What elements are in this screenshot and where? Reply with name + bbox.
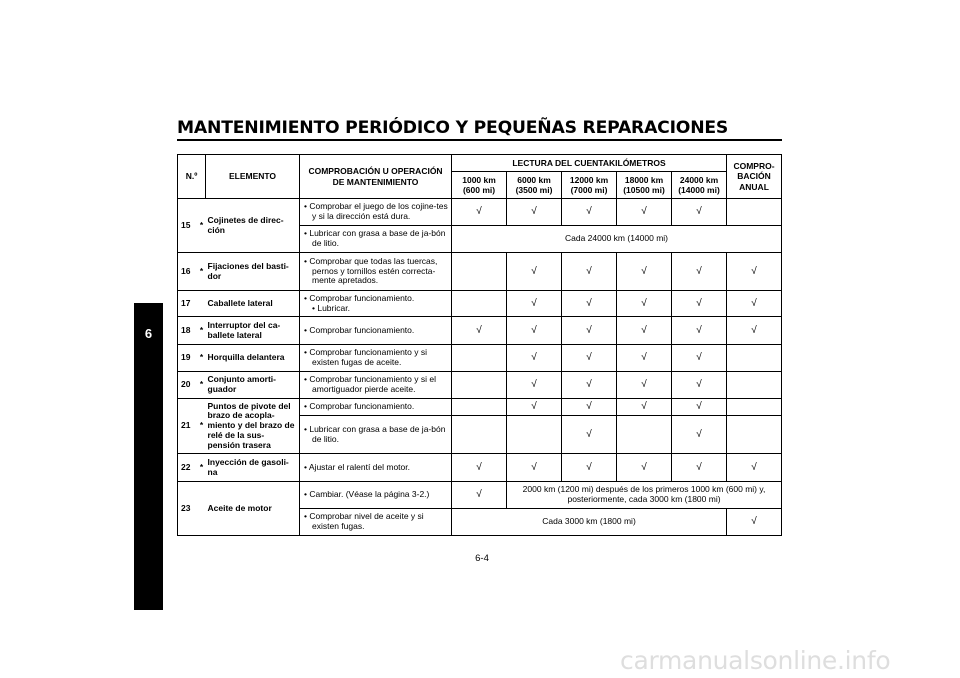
row-element: Puntos de pivote del brazo de acopla-miento y del brazo de relé de la sus-pensión trasera [206, 399, 300, 454]
check-cell: √ [617, 345, 672, 372]
row-operation: • Ajustar el ralentí del motor. [300, 454, 452, 482]
check-cell: √ [562, 345, 617, 372]
table-row [178, 317, 782, 345]
empty-cell [727, 416, 782, 454]
check-cell: √ [672, 454, 727, 482]
row-star [198, 291, 206, 317]
check-cell: √ [617, 399, 672, 416]
header-interval: 24000 km (14000 mi) [672, 172, 727, 199]
check-cell: √ [562, 253, 617, 291]
check-cell: √ [727, 291, 782, 317]
check-cell: √ [452, 454, 507, 482]
check-cell: √ [562, 199, 617, 226]
check-cell: √ [617, 199, 672, 226]
row-operation: • Comprobar funcionamiento y si el amortiguador pierde aceite. [300, 372, 452, 399]
check-cell: √ [617, 253, 672, 291]
check-cell: √ [562, 291, 617, 317]
row-number: 20 [178, 372, 198, 399]
empty-cell [452, 372, 507, 399]
check-cell: √ [672, 399, 727, 416]
row-element: Conjunto amorti-guador [206, 372, 300, 399]
empty-cell [727, 199, 782, 226]
row-element: Interruptor del ca-ballete lateral [206, 317, 300, 345]
check-cell: √ [562, 372, 617, 399]
row-number: 17 [178, 291, 198, 317]
empty-cell [507, 416, 562, 454]
row-number: 22 [178, 454, 198, 482]
empty-cell [727, 345, 782, 372]
row-star: * [198, 345, 206, 372]
maintenance-table [177, 154, 782, 536]
row-element: Caballete lateral [206, 291, 300, 317]
chapter-number: 6 [144, 326, 153, 341]
empty-cell [452, 345, 507, 372]
check-cell: √ [562, 399, 617, 416]
check-cell: √ [617, 454, 672, 482]
row-number: 21 [178, 399, 198, 454]
check-cell: √ [617, 291, 672, 317]
check-cell: √ [507, 399, 562, 416]
page-number: 6-4 [475, 553, 489, 564]
header-operation: COMPROBACIÓN U OPERACIÓN DE MANTENIMIENTO [300, 155, 452, 199]
row-element: Aceite de motor [206, 482, 300, 536]
check-cell: √ [562, 454, 617, 482]
row-operation: • Lubricar con grasa a base de ja-bón de litio. [300, 226, 452, 253]
check-cell: √ [727, 454, 782, 482]
check-cell: √ [507, 317, 562, 345]
empty-cell [617, 416, 672, 454]
check-cell: √ [672, 416, 727, 454]
check-cell: √ [672, 253, 727, 291]
title-rule [177, 139, 782, 141]
row-operation: • Comprobar funcionamiento. [300, 317, 452, 345]
row-element: Inyección de gasoli-na [206, 454, 300, 482]
row-operation: • Lubricar con grasa a base de ja-bón de litio. [300, 416, 452, 454]
row-star: * [198, 199, 206, 253]
check-cell: √ [452, 317, 507, 345]
interval-note: 2000 km (1200 mi) después de los primeros 1000 km (600 mi) y, posteriormente, cada 3000 km (1800 mi) [507, 482, 782, 509]
empty-cell [452, 399, 507, 416]
row-number: 15 [178, 199, 198, 253]
header-interval: 12000 km (7000 mi) [562, 172, 617, 199]
check-cell: √ [507, 454, 562, 482]
table-row [178, 482, 782, 509]
row-operation: • Comprobar funcionamiento. [300, 399, 452, 416]
empty-cell [727, 372, 782, 399]
check-cell: √ [727, 317, 782, 345]
header-annual: COMPRO-BACIÓN ANUAL [727, 155, 782, 199]
header-odometer: LECTURA DEL CUENTAKILÓMETROS [452, 155, 727, 172]
table-row [178, 399, 782, 416]
row-number: 19 [178, 345, 198, 372]
check-cell: √ [727, 509, 782, 536]
table-row [178, 454, 782, 482]
table-row [178, 199, 782, 226]
row-operation: • Comprobar nivel de aceite y si existen fugas. [300, 509, 452, 536]
row-operation: • Comprobar el juego de los cojine-tes y si la dirección está dura. [300, 199, 452, 226]
check-cell: √ [452, 482, 507, 509]
row-operation: • Comprobar funcionamiento y si existen fugas de aceite. [300, 345, 452, 372]
row-element: Cojinetes de direc-ción [206, 199, 300, 253]
check-cell: √ [452, 199, 507, 226]
row-operation: • Cambiar. (Véase la página 3-2.) [300, 482, 452, 509]
watermark[interactable]: carmanualsonline.info [620, 646, 891, 675]
check-cell: √ [507, 372, 562, 399]
chapter-tab [134, 303, 163, 610]
row-number: 16 [178, 253, 198, 291]
header-number: N.º [178, 155, 206, 199]
header-row [178, 155, 782, 172]
check-cell: √ [672, 345, 727, 372]
check-cell: √ [507, 199, 562, 226]
header-element: ELEMENTO [206, 155, 300, 199]
check-cell: √ [672, 199, 727, 226]
row-star: * [198, 317, 206, 345]
empty-cell [727, 399, 782, 416]
table-row [178, 291, 782, 317]
row-operation: • Comprobar funcionamiento. • Lubricar. [300, 291, 452, 317]
check-cell: √ [727, 253, 782, 291]
table-row [178, 345, 782, 372]
check-cell: √ [507, 253, 562, 291]
header-interval: 6000 km (3500 mi) [507, 172, 562, 199]
row-element: Horquilla delantera [206, 345, 300, 372]
row-operation: • Comprobar que todas las tuercas, pernos y tornillos estén correcta-mente apretados. [300, 253, 452, 291]
header-interval: 18000 km (10500 mi) [617, 172, 672, 199]
empty-cell [452, 291, 507, 317]
check-cell: √ [672, 291, 727, 317]
header-interval: 1000 km (600 mi) [452, 172, 507, 199]
row-element: Fijaciones del basti-dor [206, 253, 300, 291]
empty-cell [452, 253, 507, 291]
check-cell: √ [562, 317, 617, 345]
empty-cell [452, 416, 507, 454]
check-cell: √ [507, 291, 562, 317]
table-row [178, 372, 782, 399]
check-cell: √ [672, 317, 727, 345]
page-title: MANTENIMIENTO PERIÓDICO Y PEQUEÑAS REPARACIONES [177, 118, 729, 138]
row-star: * [198, 454, 206, 482]
interval-note: Cada 24000 km (14000 mi) [452, 226, 782, 253]
table-row [178, 253, 782, 291]
row-star: * [198, 399, 206, 454]
row-star: * [198, 253, 206, 291]
row-number: 23 [178, 482, 198, 536]
row-star: * [198, 372, 206, 399]
row-number: 18 [178, 317, 198, 345]
check-cell: √ [507, 345, 562, 372]
row-star [198, 482, 206, 536]
check-cell: √ [672, 372, 727, 399]
interval-note: Cada 3000 km (1800 mi) [452, 509, 727, 536]
check-cell: √ [617, 317, 672, 345]
check-cell: √ [617, 372, 672, 399]
check-cell: √ [562, 416, 617, 454]
